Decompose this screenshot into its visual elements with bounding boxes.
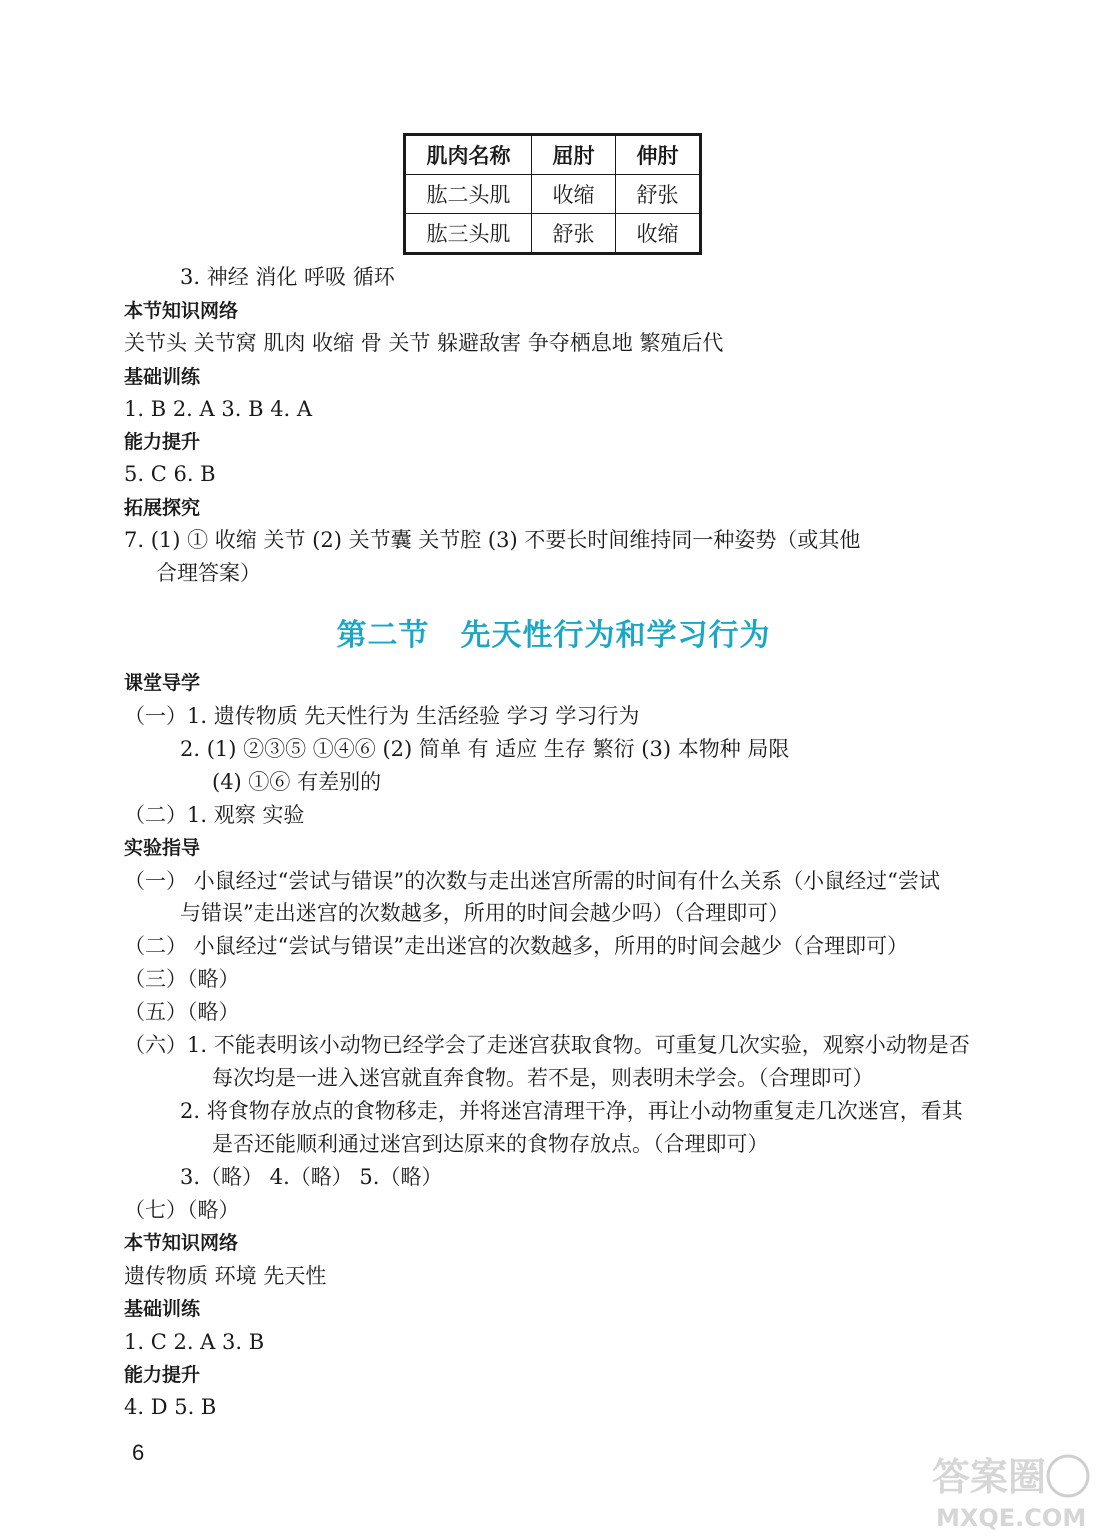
- ability-answers-2: 4. D 5. B: [124, 1395, 217, 1419]
- experiment-line1: （一） 小鼠经过“尝试与错误”的次数与走出迷宫所需的时间有什么关系（小鼠经过“尝试: [124, 869, 940, 893]
- muscle-table: [403, 133, 702, 255]
- heading-experiment-guide: 实验指导: [124, 837, 201, 859]
- table-cell: 舒张: [532, 214, 616, 254]
- knowledge-network-text: 关节头 关节窝 肌肉 收缩 骨 关节 躲避敌害 争夺栖息地 繁殖后代: [124, 331, 724, 355]
- experiment-line6d: 是否还能顺利通过迷宫到达原来的食物存放点。（合理即可）: [212, 1132, 769, 1156]
- table-cell: 舒张: [616, 175, 701, 214]
- class-guide-line4: （二）1. 观察 实验: [124, 803, 305, 827]
- basic-training-answers: 1. B 2. A 3. B 4. A: [124, 397, 313, 421]
- experiment-line3: （三）（略）: [124, 967, 240, 991]
- table-header-cell: 伸肘: [616, 135, 701, 175]
- experiment-line6e: 3.（略） 4.（略） 5.（略）: [180, 1165, 443, 1189]
- table-header-cell: 屈肘: [532, 135, 616, 175]
- heading-knowledge-network: 本节知识网络: [124, 300, 239, 322]
- knowledge-network-text-2: 遗传物质 环境 先天性: [124, 1264, 327, 1288]
- ability-answers: 5. C 6. B: [124, 462, 216, 486]
- class-guide-line2: 2. (1) ②③⑤ ①④⑥ (2) 简单 有 适应 生存 繁衍 (3) 本物种 局限: [180, 737, 790, 761]
- page-number: 6: [132, 1440, 145, 1465]
- heading-class-guide: 课堂导学: [124, 672, 201, 694]
- watermark-logo: [928, 1450, 1103, 1532]
- heading-knowledge-network-2: 本节知识网络: [124, 1232, 239, 1254]
- watermark-top-text: 答案圈: [932, 1455, 1047, 1499]
- table-row: [405, 175, 701, 214]
- section-title: 第二节 先天性行为和学习行为: [336, 618, 771, 653]
- class-guide-line3: (4) ①⑥ 有差别的: [212, 770, 382, 794]
- table-header-cell: 肌肉名称: [405, 135, 532, 175]
- heading-ability-2: 能力提升: [124, 1364, 201, 1386]
- experiment-line7: （七）（略）: [124, 1198, 240, 1222]
- experiment-line2: （二） 小鼠经过“尝试与错误”走出迷宫的次数越多，所用的时间会越少（合理即可）: [124, 934, 909, 958]
- basic-training-answers-2: 1. C 2. A 3. B: [124, 1330, 265, 1354]
- watermark-bottom-text: MXQE.COM: [936, 1504, 1087, 1532]
- experiment-line6b: 每次均是一进入迷宫就直奔食物。若不是，则表明未学会。（合理即可）: [212, 1066, 874, 1090]
- heading-ability: 能力提升: [124, 431, 201, 453]
- heading-basic-training: 基础训练: [124, 366, 201, 388]
- answer-item-3: 3. 神经 消化 呼吸 循环: [180, 265, 395, 289]
- table-row: [405, 214, 701, 254]
- explore-answer-line2: 合理答案）: [156, 561, 261, 585]
- table-cell: 肱三头肌: [405, 214, 532, 254]
- experiment-line6c: 2. 将食物存放点的食物移走，并将迷宫清理干净，再让小动物重复走几次迷宫，看其: [180, 1099, 963, 1123]
- table-cell: 收缩: [616, 214, 701, 254]
- heading-basic-training-2: 基础训练: [124, 1298, 201, 1320]
- table-cell: 肱二头肌: [405, 175, 532, 214]
- class-guide-line1: （一）1. 遗传物质 先天性行为 生活经验 学习 学习行为: [124, 704, 640, 728]
- heading-explore: 拓展探究: [124, 497, 201, 519]
- table-cell: 收缩: [532, 175, 616, 214]
- table-header-row: [405, 135, 701, 175]
- experiment-line5: （五）（略）: [124, 1000, 240, 1024]
- experiment-line1b: 与错误”走出迷宫的次数越多，所用的时间会越少吗）（合理即可）: [180, 901, 790, 925]
- experiment-line6a: （六）1. 不能表明该小动物已经学会了走迷宫获取食物。可重复几次实验，观察小动物是否: [124, 1033, 970, 1057]
- explore-answer-line1: 7. (1) ① 收缩 关节 (2) 关节囊 关节腔 (3) 不要长时间维持同一种姿势（或其他: [124, 528, 861, 552]
